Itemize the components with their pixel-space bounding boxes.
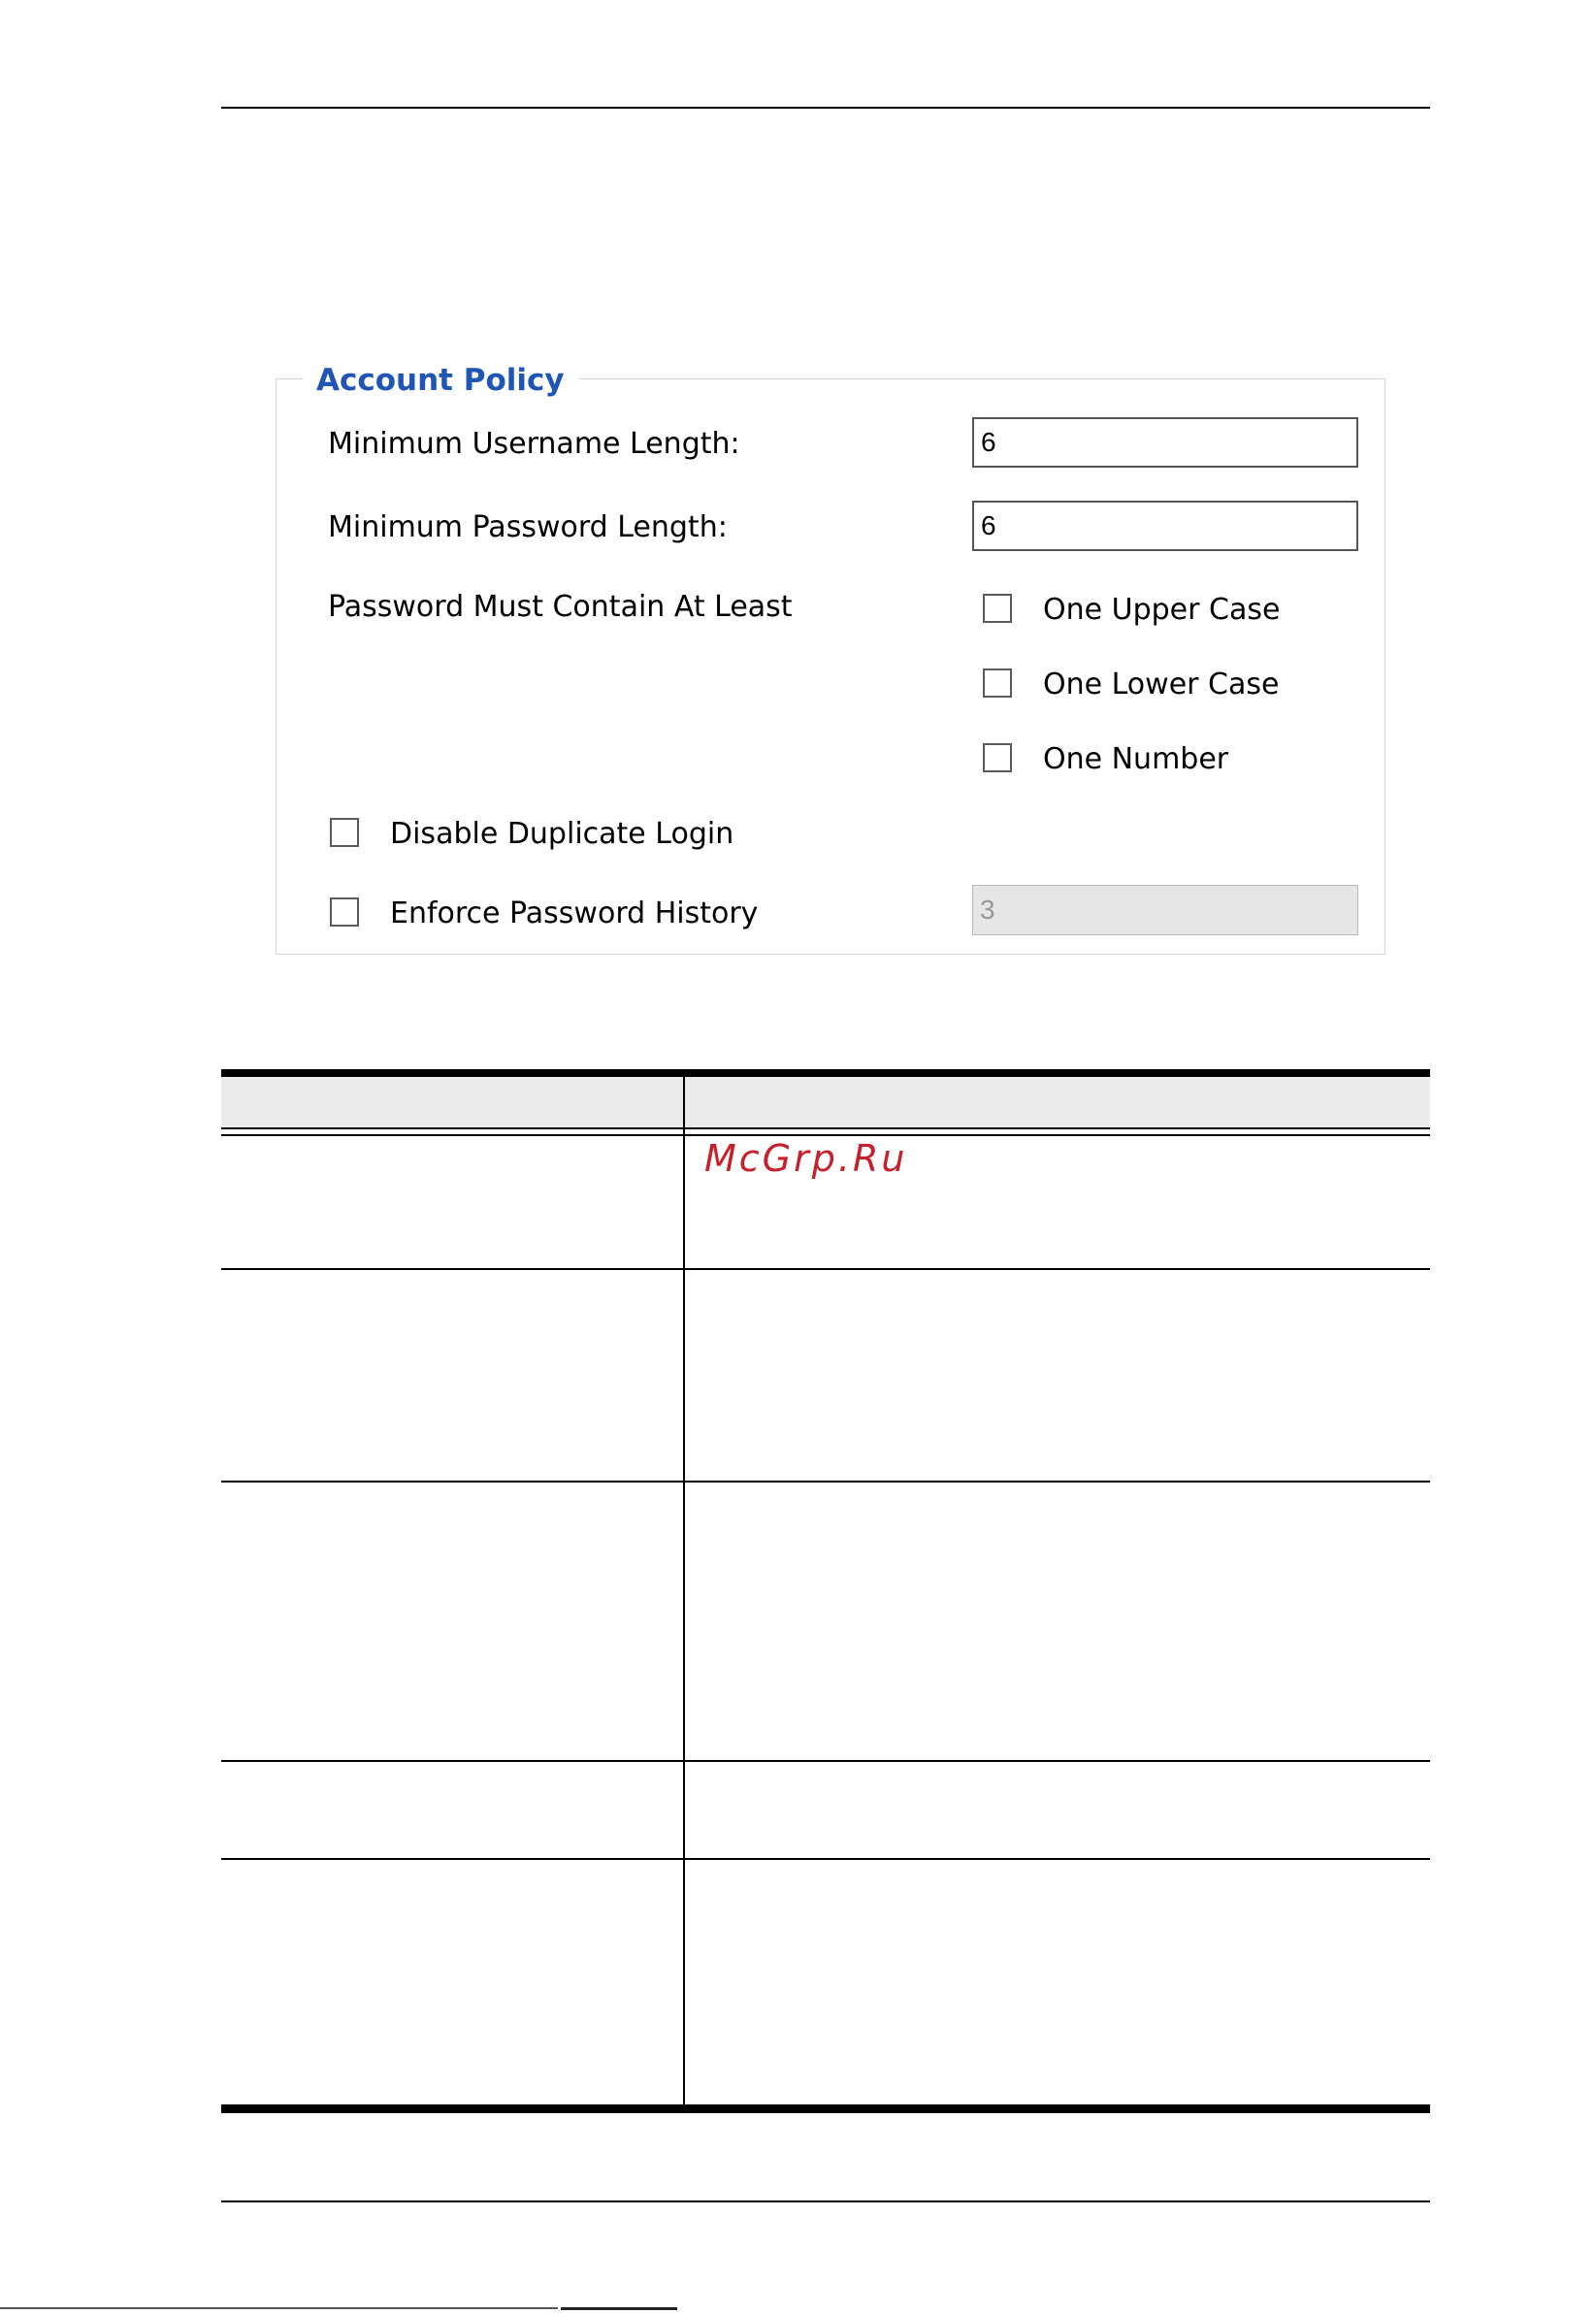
min-password-label: Minimum Password Length: [328, 510, 728, 544]
enforce-password-history-label: Enforce Password History [390, 896, 759, 930]
table-header-rule [221, 1127, 1430, 1129]
scan-artifact [561, 2307, 677, 2310]
min-username-label: Minimum Username Length: [328, 427, 740, 461]
lower-case-checkbox[interactable] [983, 668, 1012, 698]
footer-rule [221, 2200, 1430, 2202]
number-checkbox[interactable] [983, 743, 1012, 772]
table-row-divider [221, 1760, 1430, 1762]
scan-artifact [0, 2307, 558, 2309]
panel-title: Account Policy [303, 359, 578, 402]
password-history-input[interactable] [972, 885, 1358, 935]
enforce-password-history-checkbox[interactable] [330, 897, 359, 927]
table-row-divider [221, 1268, 1430, 1270]
upper-case-label: One Upper Case [1043, 593, 1281, 627]
table-row-divider [221, 1858, 1430, 1860]
disable-duplicate-login-label: Disable Duplicate Login [390, 817, 734, 851]
table-top-rule [221, 1069, 1430, 1077]
min-password-input[interactable] [972, 501, 1358, 551]
table-row-divider [221, 1481, 1430, 1483]
upper-case-checkbox[interactable] [983, 594, 1012, 623]
must-contain-label: Password Must Contain At Least [328, 590, 793, 624]
watermark: McGrp.Ru [704, 1137, 908, 1180]
header-rule [221, 107, 1430, 109]
lower-case-label: One Lower Case [1043, 668, 1280, 701]
table-column-divider [683, 1077, 685, 2104]
disable-duplicate-login-checkbox[interactable] [330, 818, 359, 847]
min-username-input[interactable] [972, 417, 1358, 468]
number-label: One Number [1043, 742, 1229, 776]
table-header [221, 1077, 1430, 1127]
table-bottom-rule [221, 2104, 1430, 2113]
